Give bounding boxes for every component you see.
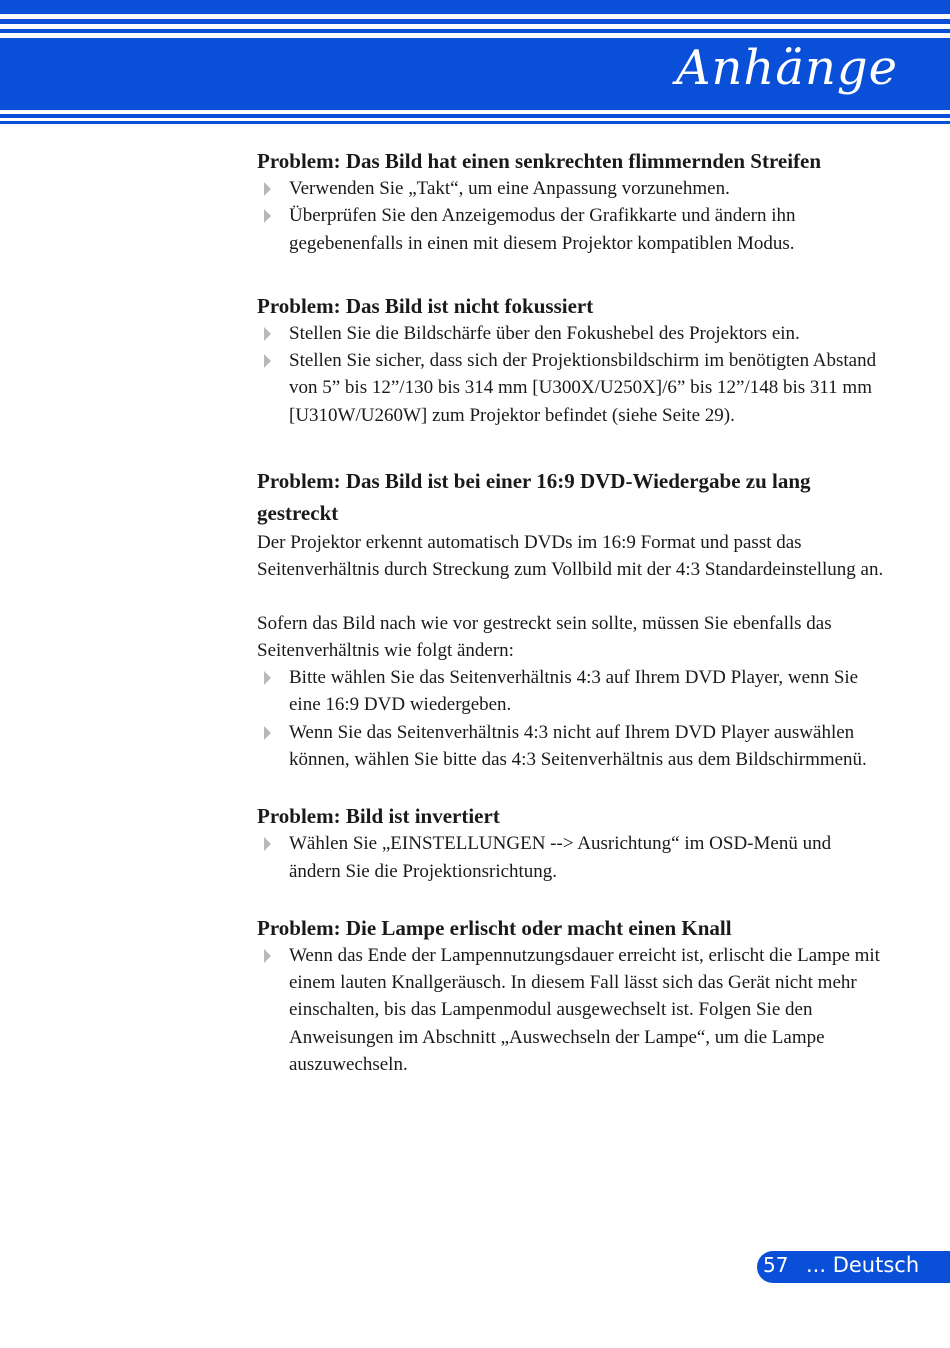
list-item <box>257 830 887 885</box>
problem-heading: Problem: Das Bild hat einen senkrechten flimmernden Streifen <box>257 149 822 173</box>
paragraph: Sofern das Bild nach wie vor gestreckt sein sollte, müssen Sie ebenfalls das Seitenverhältnis wie folgt ändern: <box>257 613 832 662</box>
list-item <box>257 719 887 774</box>
solution-list <box>257 320 887 429</box>
list-item-text: Stellen Sie sicher, dass sich der Projektionsbildschirm im benötigten Abstand von 5” bis 12”/130 bis 314 mm [U300X/U250X]/6” bis 12”/148 bis 311 mm [U310W/U260W] zum Projektor befindet (siehe Seite 29). <box>289 350 877 426</box>
problem-heading: Problem: Das Bild ist bei einer 16:9 DVD-Wiedergabe zu lang gestreckt <box>257 469 811 526</box>
problem-heading: Problem: Bild ist invertiert <box>257 804 500 829</box>
problem-heading: Problem: Das Bild ist nicht fokussiert <box>257 293 594 318</box>
bullet-arrow-icon <box>264 354 271 368</box>
bullet-arrow-icon <box>264 209 271 223</box>
list-item-text: Überprüfen Sie den Anzeigemodus der Grafikkarte und ändern ihn gegebenenfalls in einen mit diesem Projektor kompatiblen Modus. <box>289 205 796 254</box>
problem-section-flicker <box>257 148 887 257</box>
list-item-text: Wenn Sie das Seitenverhältnis 4:3 nicht auf Ihrem DVD Player auswählen können, wählen Sie bitte das 4:3 Seitenverhältnis aus dem Bildschirmmenü. <box>289 721 867 770</box>
problem-section-lamp <box>257 915 887 1078</box>
page-number: 57 <box>763 1253 789 1277</box>
bullet-arrow-icon <box>264 726 271 740</box>
list-item-text: Stellen Sie die Bildschärfe über den Fokushebel des Projektors ein. <box>289 322 800 344</box>
header-top-stripe <box>0 0 950 14</box>
header-bottom-stripe-2 <box>0 121 950 124</box>
problem-section-inverted <box>257 803 887 885</box>
footer-language: ... Deutsch <box>806 1253 920 1277</box>
solution-list <box>257 830 887 885</box>
bullet-arrow-icon <box>264 327 271 341</box>
bullet-arrow-icon <box>264 949 271 963</box>
problem-section-focus <box>257 293 887 429</box>
solution-list <box>257 175 887 257</box>
list-item <box>257 175 887 202</box>
bullet-arrow-icon <box>264 182 271 196</box>
list-item-text: Bitte wählen Sie das Seitenverhältnis 4:3 auf Ihrem DVD Player, wenn Sie eine 16:9 DVD wiedergeben. <box>289 667 859 716</box>
bullet-arrow-icon <box>264 837 271 851</box>
list-item <box>257 347 887 429</box>
list-item-text: Wählen Sie „EINSTELLUNGEN --> Ausrichtung“ im OSD-Menü und ändern Sie die Projektionsrichtung. <box>289 833 832 882</box>
header-bottom-stripe <box>0 114 950 118</box>
list-item <box>257 942 887 1078</box>
problem-heading: Problem: Die Lampe erlischt oder macht einen Knall <box>257 915 732 940</box>
problem-section-dvd <box>257 465 887 773</box>
paragraph: Der Projektor erkennt automatisch DVDs im 16:9 Format und passt das Seitenverhältnis durch Streckung zum Vollbild mit der 4:3 Standardeinstellung an. <box>257 532 884 581</box>
main-content <box>257 146 887 1078</box>
list-item-text: Wenn das Ende der Lampennutzungsdauer erreicht ist, erlischt die Lampe mit einem lauten Knallgeräusch. In diesem Fall lässt sich das Gerät nicht mehr einschalten, bis das Lampenmodul ausgewechselt ist. Folgen Sie den Anweisungen im Abschnitt „Auswechseln der Lampe“, um die Lampe auszuwechseln. <box>289 944 880 1076</box>
header-thin-stripe-2 <box>0 29 950 33</box>
list-item <box>257 320 887 347</box>
solution-list <box>257 664 887 773</box>
header-thin-stripe <box>0 19 950 24</box>
section-title: Anhänge <box>675 40 898 96</box>
solution-list <box>257 942 887 1078</box>
bullet-arrow-icon <box>264 671 271 685</box>
list-item <box>257 202 887 257</box>
list-item <box>257 664 887 719</box>
list-item-text: Verwenden Sie „Takt“, um eine Anpassung vorzunehmen. <box>289 178 730 199</box>
